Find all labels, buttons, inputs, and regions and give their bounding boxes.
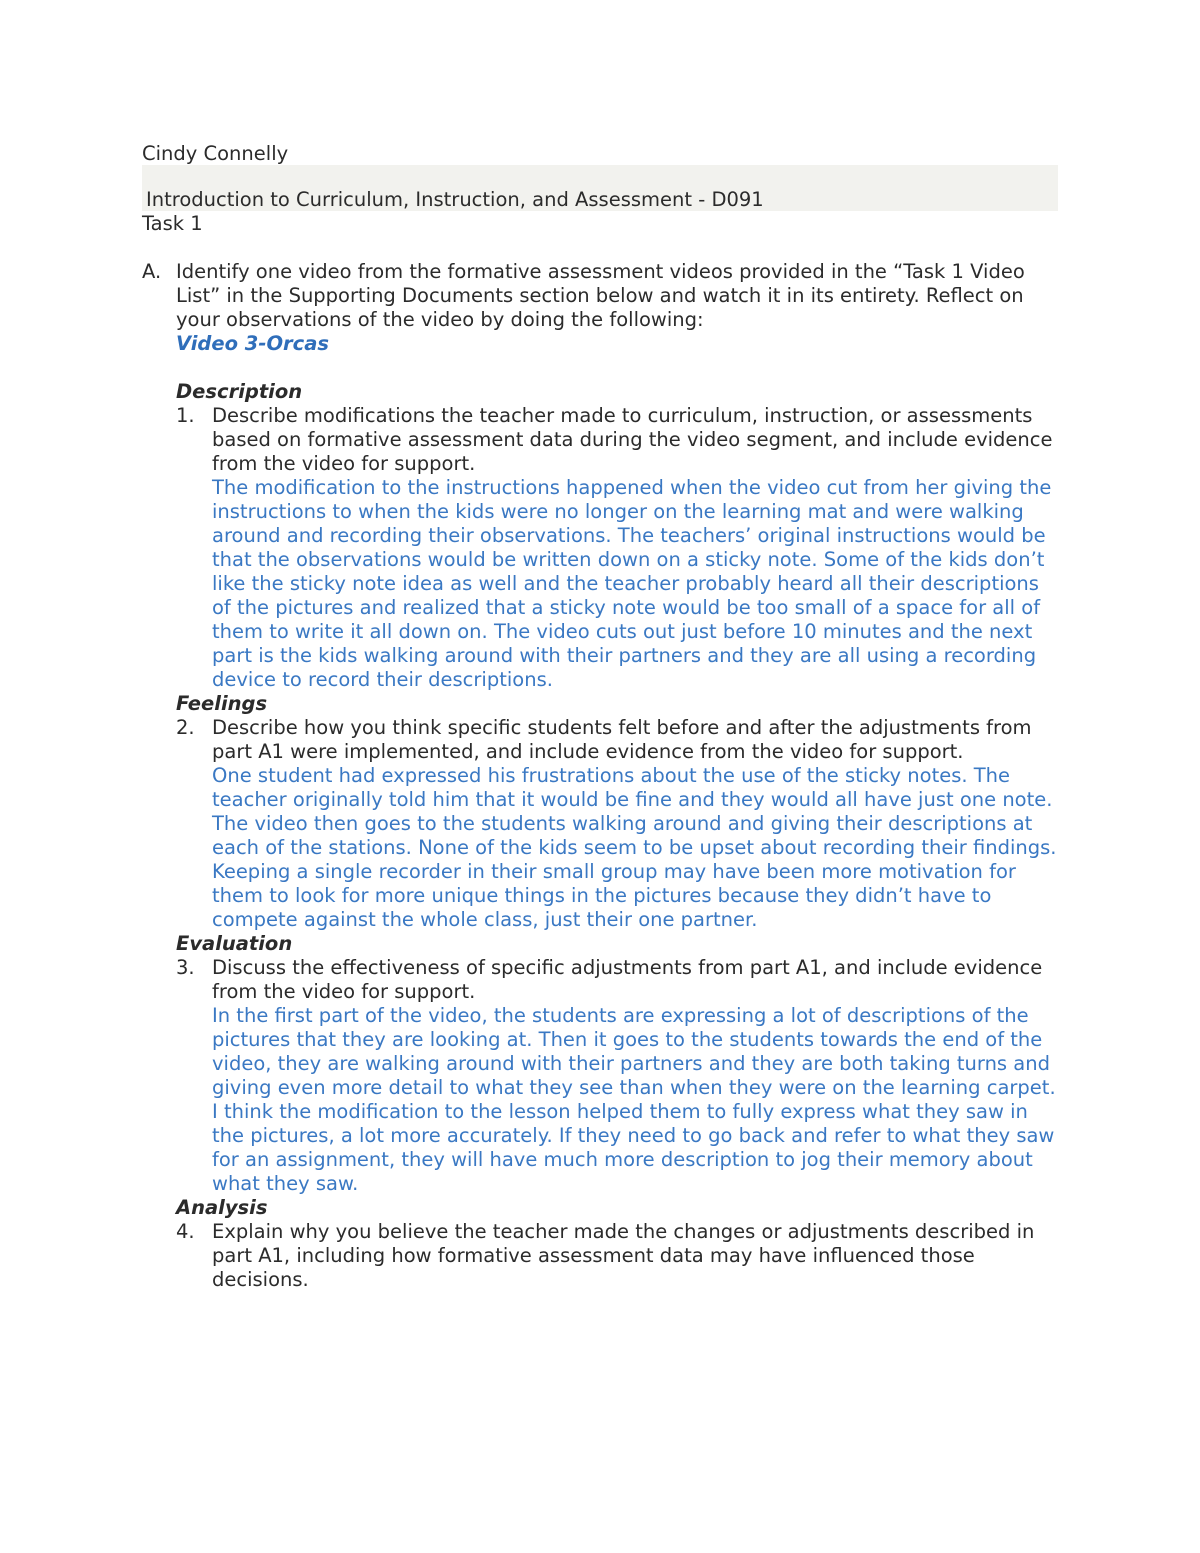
section-a-body: [176, 260, 1062, 1292]
course-title: Introduction to Curriculum, Instruction, and Assessment - D091: [146, 188, 764, 211]
item-answer: One student had expressed his frustrations about the use of the sticky notes. The teacher originally told him that it would be fine and they would all have just one note. The video then goes to the students walking around and giving their descriptions at each of the stations. None of the kids seem to be upset about recording their findings. Keeping a single recorder in their small group may have been more motivation for them to look for more unique things in the pictures because they didn’t have to compete against the whole class, just their one partner.: [212, 764, 1057, 931]
section-a-marker: A.: [142, 260, 162, 283]
author-name: Cindy Connelly: [142, 142, 289, 165]
item-number: 2.: [176, 716, 195, 739]
section-a: [142, 260, 1062, 1292]
heading-feelings: Feelings: [176, 692, 268, 715]
list-item-1: [176, 404, 1062, 692]
item-number: 3.: [176, 956, 195, 979]
heading-evaluation: Evaluation: [176, 932, 293, 955]
list-item-2: [176, 716, 1062, 932]
item-number: 1.: [176, 404, 195, 427]
task-label: Task 1: [142, 212, 203, 235]
item-prompt: Describe how you think specific students felt before and after the adjustments from part A1 were implemented, and include evidence from the video for support.: [212, 716, 1032, 763]
item-number: 4.: [176, 1220, 195, 1243]
section-a-prompt: Identify one video from the formative assessment videos provided in the “Task 1 Video List” in the Supporting Documents section below and watch it in its entirety. Reflect on your observations of the video by doing the following:: [176, 260, 1025, 331]
spacer: [176, 356, 1062, 380]
list-item-3: [176, 956, 1062, 1196]
heading-description: Description: [176, 380, 303, 403]
video-title: Video 3-Orcas: [176, 332, 329, 355]
item-answer: In the first part of the video, the students are expressing a lot of descriptions of the pictures that they are looking at. Then it goes to the students towards the end of the video, they are walking around with their partners and they are both taking turns and giving even more detail to what they see than when they were on the learning carpet. I think the modification to the lesson helped them to fully express what they saw in the pictures, a lot more accurately. If they need to go back and refer to what they saw for an assignment, they will have much more description to jog their memory about what they saw.: [212, 1004, 1056, 1195]
list-item-4: [176, 1220, 1062, 1292]
item-prompt: Explain why you believe the teacher made the changes or adjustments described in part A1, including how formative assessment data may have influenced those decisions.: [212, 1220, 1035, 1291]
item-prompt: Describe modifications the teacher made to curriculum, instruction, or assessments based on formative assessment data during the video segment, and include evidence from the video for support.: [212, 404, 1053, 475]
item-prompt: Discuss the effectiveness of specific adjustments from part A1, and include evidence from the video for support.: [212, 956, 1043, 1003]
item-answer: The modification to the instructions happened when the video cut from her giving the instructions to when the kids were no longer on the learning mat and were walking around and recording their observations. The teachers’ original instructions would be that the observations would be written down on a sticky note. Some of the kids don’t like the sticky note idea as well and the teacher probably heard all their descriptions of the pictures and realized that a sticky note would be too small of a space for all of them to write it all down on. The video cuts out just before 10 minutes and the next part is the kids walking around with their partners and they are all using a recording device to record their descriptions.: [212, 476, 1052, 691]
heading-analysis: Analysis: [176, 1196, 268, 1219]
